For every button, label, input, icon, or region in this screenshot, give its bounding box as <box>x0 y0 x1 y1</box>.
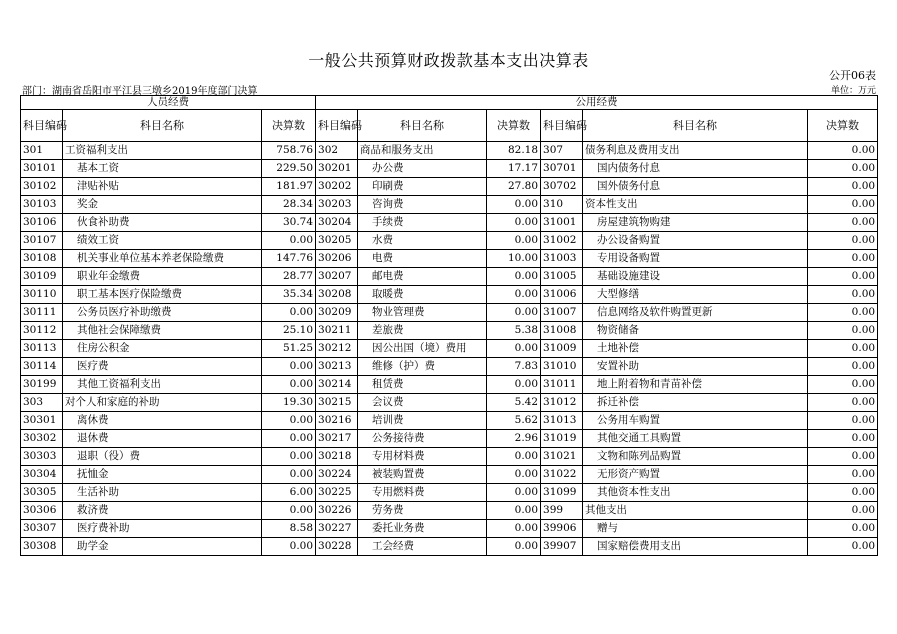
name-header: 科目名称 <box>358 110 487 142</box>
subject-name: 赠与 <box>583 520 808 538</box>
table-row <box>21 394 878 412</box>
amount-value: 0.00 <box>487 520 541 538</box>
subject-code: 30215 <box>316 394 358 412</box>
amount-value: 181.97 <box>262 178 316 196</box>
amount-value: 28.34 <box>262 196 316 214</box>
subject-name: 资本性支出 <box>583 196 808 214</box>
amount-value: 0.00 <box>487 376 541 394</box>
subject-name: 其他资本性支出 <box>583 484 808 502</box>
subject-name: 绩效工资 <box>63 232 262 250</box>
form-code: 公开06表 <box>829 69 876 82</box>
subject-code: 30206 <box>316 250 358 268</box>
amount-value: 6.00 <box>262 484 316 502</box>
subject-code: 31003 <box>541 250 583 268</box>
amount-value: 0.00 <box>808 466 878 484</box>
amount-value: 0.00 <box>808 322 878 340</box>
subject-code: 31099 <box>541 484 583 502</box>
name-header: 科目名称 <box>583 110 808 142</box>
amount-value: 0.00 <box>808 520 878 538</box>
subject-name: 退职（役）费 <box>63 448 262 466</box>
amount-header: 决算数 <box>262 110 316 142</box>
subject-code: 30108 <box>21 250 63 268</box>
subject-code: 30113 <box>21 340 63 358</box>
subject-code: 30218 <box>316 448 358 466</box>
subject-name: 其他支出 <box>583 502 808 520</box>
amount-value: 0.00 <box>808 484 878 502</box>
subject-code: 30225 <box>316 484 358 502</box>
amount-value: 0.00 <box>808 412 878 430</box>
amount-value: 35.34 <box>262 286 316 304</box>
subject-name: 水费 <box>358 232 487 250</box>
table-row <box>21 304 878 322</box>
subject-code: 31006 <box>541 286 583 304</box>
subject-code: 30101 <box>21 160 63 178</box>
subject-name: 物业管理费 <box>358 304 487 322</box>
subject-name: 退休费 <box>63 430 262 448</box>
subject-name: 住房公积金 <box>63 340 262 358</box>
subject-name: 其他交通工具购置 <box>583 430 808 448</box>
subject-name: 手续费 <box>358 214 487 232</box>
amount-value: 30.74 <box>262 214 316 232</box>
subject-code: 31011 <box>541 376 583 394</box>
amount-value: 0.00 <box>262 448 316 466</box>
amount-value: 0.00 <box>808 502 878 520</box>
subject-name: 工会经费 <box>358 538 487 556</box>
table-row <box>21 430 878 448</box>
subject-code: 31022 <box>541 466 583 484</box>
subject-name: 公务接待费 <box>358 430 487 448</box>
subject-name: 劳务费 <box>358 502 487 520</box>
amount-value: 758.76 <box>262 142 316 160</box>
department-label: 部门：湖南省岳阳市平江县三墩乡2019年度部门决算 <box>22 86 258 97</box>
subject-code: 30202 <box>316 178 358 196</box>
subject-code: 30106 <box>21 214 63 232</box>
subject-code: 30306 <box>21 502 63 520</box>
subject-name: 印刷费 <box>358 178 487 196</box>
amount-value: 0.00 <box>808 376 878 394</box>
subject-code: 303 <box>21 394 63 412</box>
subject-code: 30701 <box>541 160 583 178</box>
table-row <box>21 484 878 502</box>
subject-name: 土地补偿 <box>583 340 808 358</box>
subject-code: 30216 <box>316 412 358 430</box>
amount-value: 8.58 <box>262 520 316 538</box>
amount-value: 0.00 <box>808 178 878 196</box>
subject-code: 30112 <box>21 322 63 340</box>
amount-value: 17.17 <box>487 160 541 178</box>
amount-value: 5.62 <box>487 412 541 430</box>
subject-name: 专用材料费 <box>358 448 487 466</box>
subject-name: 拆迁补偿 <box>583 394 808 412</box>
amount-value: 0.00 <box>808 250 878 268</box>
code-header: 科目编码 <box>21 110 63 142</box>
table-row <box>21 196 878 214</box>
subject-name: 奖金 <box>63 196 262 214</box>
amount-header: 决算数 <box>808 110 878 142</box>
subject-code: 30305 <box>21 484 63 502</box>
table-row <box>21 520 878 538</box>
subject-name: 专用设备购置 <box>583 250 808 268</box>
name-header: 科目名称 <box>63 110 262 142</box>
subject-name: 安置补助 <box>583 358 808 376</box>
amount-value: 2.96 <box>487 430 541 448</box>
subject-code: 30211 <box>316 322 358 340</box>
subject-name: 办公设备购置 <box>583 232 808 250</box>
amount-value: 0.00 <box>808 304 878 322</box>
subject-code: 302 <box>316 142 358 160</box>
amount-value: 0.00 <box>262 412 316 430</box>
amount-value: 0.00 <box>808 214 878 232</box>
subject-name: 因公出国（境）费用 <box>358 340 487 358</box>
subject-code: 30205 <box>316 232 358 250</box>
amount-value: 0.00 <box>487 502 541 520</box>
subject-code: 30209 <box>316 304 358 322</box>
table-row <box>21 250 878 268</box>
subject-code: 31013 <box>541 412 583 430</box>
subject-name: 大型修缮 <box>583 286 808 304</box>
amount-value: 28.77 <box>262 268 316 286</box>
amount-value: 0.00 <box>808 358 878 376</box>
subject-code: 39906 <box>541 520 583 538</box>
subject-code: 30213 <box>316 358 358 376</box>
subject-code: 30107 <box>21 232 63 250</box>
subject-name: 津贴补贴 <box>63 178 262 196</box>
subject-name: 公务员医疗补助缴费 <box>63 304 262 322</box>
subject-name: 国外债务付息 <box>583 178 808 196</box>
subject-name: 机关事业单位基本养老保险缴费 <box>63 250 262 268</box>
subject-name: 邮电费 <box>358 268 487 286</box>
amount-value: 0.00 <box>487 214 541 232</box>
table-row <box>21 358 878 376</box>
amount-value: 0.00 <box>487 448 541 466</box>
header-group-row <box>21 96 878 110</box>
table-row <box>21 412 878 430</box>
subject-name: 文物和陈列品购置 <box>583 448 808 466</box>
subject-code: 30203 <box>316 196 358 214</box>
subject-code: 30304 <box>21 466 63 484</box>
amount-header: 决算数 <box>487 110 541 142</box>
subject-code: 301 <box>21 142 63 160</box>
subject-code: 30208 <box>316 286 358 304</box>
subject-name: 抚恤金 <box>63 466 262 484</box>
table-row <box>21 214 878 232</box>
table-row <box>21 538 878 556</box>
subject-name: 办公费 <box>358 160 487 178</box>
code-header: 科目编码 <box>316 110 358 142</box>
subject-code: 30111 <box>21 304 63 322</box>
subject-name: 被装购置费 <box>358 466 487 484</box>
amount-value: 0.00 <box>808 538 878 556</box>
amount-value: 0.00 <box>262 376 316 394</box>
amount-value: 0.00 <box>262 232 316 250</box>
subject-code: 31010 <box>541 358 583 376</box>
subject-name: 差旅费 <box>358 322 487 340</box>
subject-code: 30308 <box>21 538 63 556</box>
subject-code: 30702 <box>541 178 583 196</box>
amount-value: 0.00 <box>487 340 541 358</box>
subject-name: 医疗费补助 <box>63 520 262 538</box>
amount-value: 0.00 <box>808 142 878 160</box>
unit-label: 单位：万元 <box>830 86 876 96</box>
subject-code: 30303 <box>21 448 63 466</box>
amount-value: 0.00 <box>487 304 541 322</box>
subject-name: 房屋建筑物购建 <box>583 214 808 232</box>
subject-code: 310 <box>541 196 583 214</box>
subject-code: 31009 <box>541 340 583 358</box>
subject-code: 307 <box>541 142 583 160</box>
subject-code: 30201 <box>316 160 358 178</box>
subject-name: 其他社会保障缴费 <box>63 322 262 340</box>
subject-code: 39907 <box>541 538 583 556</box>
subject-name: 基础设施建设 <box>583 268 808 286</box>
amount-value: 0.00 <box>262 538 316 556</box>
subject-code: 31019 <box>541 430 583 448</box>
subject-code: 31002 <box>541 232 583 250</box>
amount-value: 0.00 <box>262 358 316 376</box>
amount-value: 5.42 <box>487 394 541 412</box>
subject-name: 离休费 <box>63 412 262 430</box>
subject-code: 31021 <box>541 448 583 466</box>
amount-value: 27.80 <box>487 178 541 196</box>
table-row <box>21 178 878 196</box>
amount-value: 147.76 <box>262 250 316 268</box>
subject-code: 30114 <box>21 358 63 376</box>
table-row <box>21 232 878 250</box>
subject-code: 30103 <box>21 196 63 214</box>
subject-name: 对个人和家庭的补助 <box>63 394 262 412</box>
subject-name: 电费 <box>358 250 487 268</box>
table-row <box>21 448 878 466</box>
subject-name: 商品和服务支出 <box>358 142 487 160</box>
subject-code: 30199 <box>21 376 63 394</box>
amount-value: 0.00 <box>487 466 541 484</box>
subject-code: 31008 <box>541 322 583 340</box>
subject-code: 30207 <box>316 268 358 286</box>
amount-value: 0.00 <box>487 232 541 250</box>
subject-code: 30228 <box>316 538 358 556</box>
subject-name: 国家赔偿费用支出 <box>583 538 808 556</box>
subject-code: 30110 <box>21 286 63 304</box>
amount-value: 0.00 <box>487 484 541 502</box>
amount-value: 0.00 <box>262 430 316 448</box>
code-header: 科目编码 <box>541 110 583 142</box>
subject-code: 30212 <box>316 340 358 358</box>
subject-name: 信息网络及软件购置更新 <box>583 304 808 322</box>
subject-code: 31012 <box>541 394 583 412</box>
subject-code: 30217 <box>316 430 358 448</box>
subject-name: 医疗费 <box>63 358 262 376</box>
table-row <box>21 322 878 340</box>
subject-code: 31007 <box>541 304 583 322</box>
subject-name: 取暖费 <box>358 286 487 304</box>
subject-code: 399 <box>541 502 583 520</box>
personnel-header: 人员经费 <box>21 96 316 110</box>
table-row <box>21 502 878 520</box>
subject-name: 咨询费 <box>358 196 487 214</box>
amount-value: 0.00 <box>808 196 878 214</box>
subject-name: 国内债务付息 <box>583 160 808 178</box>
subject-name: 生活补助 <box>63 484 262 502</box>
subject-code: 30109 <box>21 268 63 286</box>
report-title: 一般公共预算财政拨款基本支出决算表 <box>308 51 589 70</box>
amount-value: 0.00 <box>808 268 878 286</box>
subject-code: 30302 <box>21 430 63 448</box>
header-column-row <box>21 110 878 142</box>
subject-name: 职业年金缴费 <box>63 268 262 286</box>
amount-value: 19.30 <box>262 394 316 412</box>
amount-value: 0.00 <box>808 286 878 304</box>
subject-code: 30214 <box>316 376 358 394</box>
table-row <box>21 142 878 160</box>
subject-name: 其他工资福利支出 <box>63 376 262 394</box>
subject-code: 30224 <box>316 466 358 484</box>
subject-name: 职工基本医疗保险缴费 <box>63 286 262 304</box>
public-header: 公用经费 <box>316 96 878 110</box>
amount-value: 0.00 <box>487 286 541 304</box>
amount-value: 0.00 <box>808 430 878 448</box>
subject-name: 基本工资 <box>63 160 262 178</box>
amount-value: 25.10 <box>262 322 316 340</box>
subject-name: 维修（护）费 <box>358 358 487 376</box>
amount-value: 0.00 <box>808 340 878 358</box>
expenditure-table <box>20 95 878 556</box>
amount-value: 0.00 <box>808 394 878 412</box>
subject-code: 30204 <box>316 214 358 232</box>
subject-code: 30227 <box>316 520 358 538</box>
amount-value: 0.00 <box>808 448 878 466</box>
amount-value: 0.00 <box>808 160 878 178</box>
amount-value: 0.00 <box>262 502 316 520</box>
table-row <box>21 160 878 178</box>
subject-code: 30301 <box>21 412 63 430</box>
amount-value: 51.25 <box>262 340 316 358</box>
amount-value: 82.18 <box>487 142 541 160</box>
subject-name: 债务利息及费用支出 <box>583 142 808 160</box>
subject-name: 租赁费 <box>358 376 487 394</box>
subject-name: 助学金 <box>63 538 262 556</box>
subject-name: 地上附着物和青苗补偿 <box>583 376 808 394</box>
subject-code: 31001 <box>541 214 583 232</box>
table-row <box>21 340 878 358</box>
amount-value: 0.00 <box>487 538 541 556</box>
table-row <box>21 268 878 286</box>
amount-value: 10.00 <box>487 250 541 268</box>
subject-name: 委托业务费 <box>358 520 487 538</box>
subject-code: 30307 <box>21 520 63 538</box>
subject-name: 伙食补助费 <box>63 214 262 232</box>
amount-value: 7.83 <box>487 358 541 376</box>
amount-value: 0.00 <box>808 232 878 250</box>
table-row <box>21 376 878 394</box>
amount-value: 0.00 <box>262 466 316 484</box>
subject-name: 专用燃料费 <box>358 484 487 502</box>
subject-name: 工资福利支出 <box>63 142 262 160</box>
amount-value: 5.38 <box>487 322 541 340</box>
amount-value: 0.00 <box>262 304 316 322</box>
amount-value: 0.00 <box>487 196 541 214</box>
table-row <box>21 286 878 304</box>
subject-name: 培训费 <box>358 412 487 430</box>
subject-name: 物资储备 <box>583 322 808 340</box>
amount-value: 0.00 <box>487 268 541 286</box>
subject-name: 会议费 <box>358 394 487 412</box>
subject-name: 公务用车购置 <box>583 412 808 430</box>
subject-name: 救济费 <box>63 502 262 520</box>
table-row <box>21 466 878 484</box>
amount-value: 229.50 <box>262 160 316 178</box>
subject-code: 30226 <box>316 502 358 520</box>
subject-code: 31005 <box>541 268 583 286</box>
subject-code: 30102 <box>21 178 63 196</box>
subject-name: 无形资产购置 <box>583 466 808 484</box>
